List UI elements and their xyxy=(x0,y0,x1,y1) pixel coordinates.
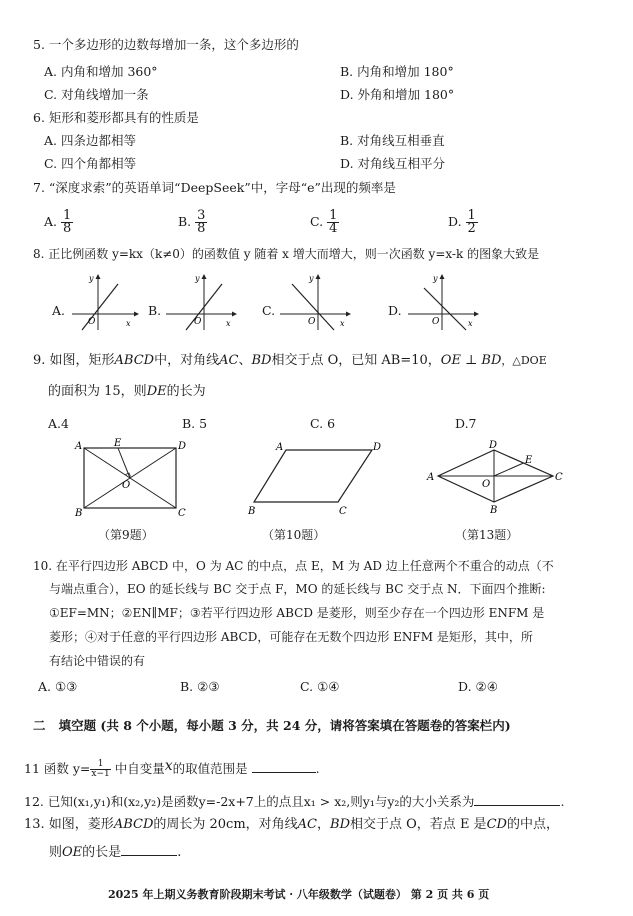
q7-option-c: C. $\frac{1}{4}$ xyxy=(310,208,338,236)
svg-text:A: A xyxy=(427,472,435,483)
svg-text:x: x xyxy=(126,319,131,328)
q5-option-a: A. 内角和增加 360° xyxy=(44,64,158,79)
q5-option-b: B. 内角和增加 180° xyxy=(340,64,454,79)
q6-option-b: B. 对角线互相垂直 xyxy=(340,133,445,148)
q7-option-d: D. $\frac{1}{2}$ xyxy=(448,208,476,236)
q6-option-a: A. 四条边都相等 xyxy=(44,133,136,148)
q9-stem-line2: 的面积为 15，则DE的长为 xyxy=(48,384,206,399)
figure-13-rhombus xyxy=(425,438,575,518)
svg-text:E: E xyxy=(114,438,122,449)
svg-text:D: D xyxy=(373,442,382,453)
q7-b-numerator: 3 xyxy=(197,208,206,223)
q7-option-a: A. $\frac{1}{8}$ xyxy=(44,208,72,236)
q12-answer-blank[interactable] xyxy=(474,805,560,806)
q13-answer-blank[interactable] xyxy=(121,855,177,856)
q5-stem: 5. 一个多边形的边数每增加一条，这个多边形的 xyxy=(33,37,299,52)
q5-option-c: C. 对角线增加一条 xyxy=(44,87,149,102)
svg-text:O: O xyxy=(88,317,96,327)
q9-option-d: D.7 xyxy=(455,416,477,431)
figure-13-caption: （第13题） xyxy=(455,528,519,542)
q10-line3: ①EF=MN；②EN∥MF；③若平行四边形 ABCD 是菱形，则至少存在一个四边形 ENFM 是 xyxy=(49,606,545,620)
q10-line2: 与端点重合），EO 的延长线与 BC 交于点 F，MO 的延长线与 BC 交于点 N．下面四个推断: xyxy=(49,582,546,596)
q13-line1: 13. 如图，菱形ABCD的周长为 20cm，对角线AC，BD相交于点 O，若点 E 是CD的中点， xyxy=(24,817,559,832)
q8-graph-a xyxy=(70,272,140,332)
q12: 12. 已知(x₁,y₁)和(x₂,y₂)是函数y=-2x+7上的点且x₁ > x₂,则y₁与y₂的大小关系为 . xyxy=(24,794,565,809)
q8-stem: 8. 正比例函数 y=kx（k≠0）的函数值 y 随着 x 增大而增大，则一次函数 y=x-k 的图象大致是 xyxy=(33,247,540,261)
figure-9-rectangle xyxy=(70,438,195,518)
q9-stem-line1: 9. 如图，矩形ABCD中，对角线AC、BD相交于点 O，已知 AB=10，OE ⊥ BD，△DOE xyxy=(33,353,547,368)
q8-option-b-label: B. xyxy=(148,303,162,318)
svg-text:C: C xyxy=(178,508,186,519)
q6-option-d: D. 对角线互相平分 xyxy=(340,156,446,171)
svg-text:O: O xyxy=(122,480,131,491)
svg-text:C: C xyxy=(555,472,563,483)
q7-option-b: B. $\frac{3}{8}$ xyxy=(178,208,206,236)
figure-9-caption: （第9题） xyxy=(98,528,154,542)
svg-text:O: O xyxy=(482,479,491,490)
svg-text:D: D xyxy=(178,441,187,452)
svg-text:x: x xyxy=(340,319,345,328)
svg-text:O: O xyxy=(432,317,440,327)
svg-text:y: y xyxy=(309,274,314,283)
q8-option-c-label: C. xyxy=(262,303,276,318)
q7-c-denominator: 4 xyxy=(329,221,338,236)
section-2-heading xyxy=(33,717,511,735)
svg-text:D: D xyxy=(489,440,498,451)
q8-graph-c xyxy=(278,272,353,332)
svg-text:E: E xyxy=(525,455,533,466)
section-2-title: 填空题 (共 8 个小题，每小题 3 分，共 24 分，请将答案填在答题卷的答案栏内) xyxy=(58,718,511,733)
q7-b-denominator: 8 xyxy=(197,221,206,236)
q11-answer-blank[interactable] xyxy=(252,772,316,773)
q7-d-numerator: 1 xyxy=(467,208,476,223)
svg-text:B: B xyxy=(75,508,83,519)
svg-text:O: O xyxy=(194,317,202,327)
q7-stem: 7. “深度求索”的英语单词“DeepSeek”中，字母“e”出现的频率是 xyxy=(33,180,396,195)
q10-line4: 菱形；④对于任意的平行四边形 ABCD，可能存在无数个四边形 ENFM 是矩形，其中，所 xyxy=(49,630,533,644)
section-2-number: 二 xyxy=(33,718,46,733)
q9-option-b: B. 5 xyxy=(182,416,208,431)
svg-text:y: y xyxy=(433,274,438,283)
q8-option-a-label: A. xyxy=(52,303,66,318)
svg-text:y: y xyxy=(89,274,94,283)
svg-text:B: B xyxy=(490,505,498,516)
q8-option-d-label: D. xyxy=(388,303,402,318)
q6-option-c: C. 四个角都相等 xyxy=(44,156,137,171)
q11-numerator: 1 xyxy=(90,760,110,770)
q11-denominator: x−1 xyxy=(91,769,110,779)
svg-text:C: C xyxy=(339,506,347,517)
figure-10-caption: （第10题） xyxy=(262,528,326,542)
q7-a-numerator: 1 xyxy=(63,208,72,223)
svg-text:x: x xyxy=(226,319,231,328)
q8-graph-b xyxy=(164,272,239,332)
q10-option-d: D. ②④ xyxy=(458,679,498,694)
q9-option-a: A.4 xyxy=(48,416,69,431)
page-footer: 2025 年上期义务教育阶段期末考试 · 八年级数学（试题卷） 第 2 页 共 6 页 xyxy=(108,888,490,901)
q5-option-d: D. 外角和增加 180° xyxy=(340,87,455,102)
q10-line5: 有结论中错误的有 xyxy=(49,654,146,668)
svg-text:y: y xyxy=(195,274,200,283)
q8-graph-d xyxy=(406,272,481,332)
q10-option-a: A. ①③ xyxy=(38,679,78,694)
q11: 11 函数 y= $\frac{1}{x-1}$ 中自变量x的取值范围是 . xyxy=(24,758,320,779)
svg-text:x: x xyxy=(468,319,473,328)
q7-c-numerator: 1 xyxy=(329,208,338,223)
q7-a-denominator: 8 xyxy=(63,221,72,236)
svg-text:O: O xyxy=(308,317,316,327)
q10-option-b: B. ②③ xyxy=(180,679,220,694)
svg-text:A: A xyxy=(75,441,83,452)
q6-stem: 6. 矩形和菱形都具有的性质是 xyxy=(33,110,199,125)
svg-text:A: A xyxy=(276,442,284,453)
q10-option-c: C. ①④ xyxy=(300,679,340,694)
svg-text:B: B xyxy=(248,506,256,517)
q9-option-c: C. 6 xyxy=(310,416,336,431)
q13-line2: 则OE的长是 . xyxy=(49,845,182,860)
figure-10-parallelogram xyxy=(240,438,380,518)
q10-line1: 10. 在平行四边形 ABCD 中，O 为 AC 的中点，点 E，M 为 AD 边上任意两个不重合的动点（不 xyxy=(33,559,554,573)
q7-d-denominator: 2 xyxy=(467,221,476,236)
